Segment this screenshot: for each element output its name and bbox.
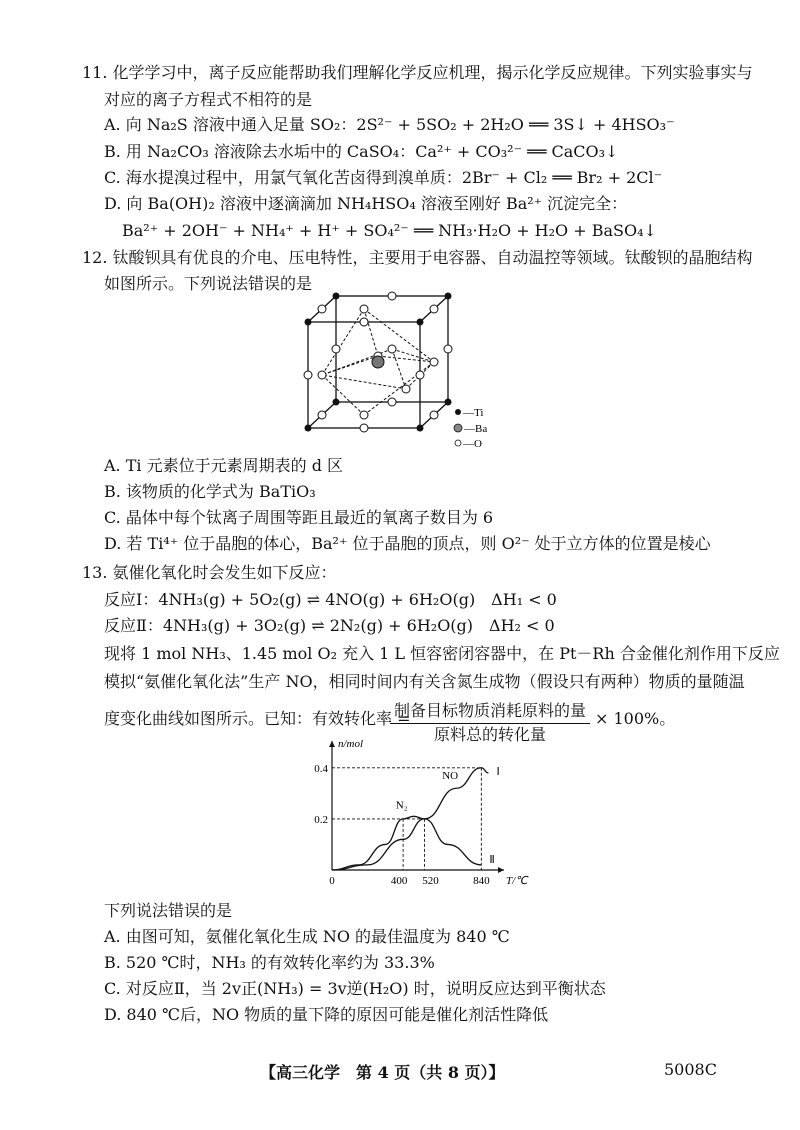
fraction-denominator: 原料总的转化量 — [433, 725, 546, 744]
q13-paragraph-line3: 度变化曲线如图所示。已知：有效转化率 = — [104, 709, 411, 728]
x-tick-label: 400 — [390, 875, 408, 887]
x-tick-label: 520 — [422, 875, 439, 887]
x-axis-label: T/℃ — [506, 875, 528, 887]
page-code: 5008C — [664, 1060, 717, 1079]
q11-option-a: A. 向 Na₂S 溶液中通入足量 SO₂：2S²⁻ + 5SO₂ + 2H₂O ══ 3S↓ + 4HSO₃⁻ — [104, 115, 675, 134]
page-footer-title: 【高三化学 第 4 页（共 8 页）】 — [260, 1063, 505, 1082]
x-tick-label: 0 — [329, 875, 335, 887]
q11-stem-line2: 对应的离子方程式不相符的是 — [104, 90, 313, 109]
legend-ba-label: —Ba — [464, 423, 488, 435]
legend-o-label: —O — [463, 438, 482, 450]
q13-reaction-1: 反应Ⅰ：4NH₃(g) + 5O₂(g) ⇌ 4NO(g) + 6H₂O(g) ΔH₁ < 0 — [104, 590, 557, 609]
q12-option-b: B. 该物质的化学式为 BaTiO₃ — [104, 482, 316, 501]
q12-option-c: C. 晶体中每个钛离子周围等距且最近的氧离子数目为 6 — [104, 508, 494, 527]
y-axis-arrow — [329, 741, 335, 747]
fraction-suffix: × 100%。 — [595, 709, 676, 728]
q12-option-a: A. Ti 元素位于元素周期表的 d 区 — [104, 456, 344, 475]
q13-reaction-2: 反应Ⅱ：4NH₃(g) + 3O₂(g) ⇌ 2N₂(g) + 6H₂O(g) ΔH₂ < 0 — [104, 616, 555, 635]
q12-option-d: D. 若 Ti⁴⁺ 位于晶胞的体心，Ba²⁺ 位于晶胞的顶点，则 O²⁻ 处于立方体的位置是棱心 — [104, 534, 711, 553]
q13-option-b: B. 520 ℃时，NH₃ 的有效转化率约为 33.3% — [104, 953, 435, 972]
y-tick-label: 0.2 — [314, 813, 328, 826]
no-end-label: Ⅰ — [496, 765, 500, 778]
legend-ti-label: —Ti — [463, 407, 484, 419]
x-axis-arrow — [498, 867, 504, 873]
q13-paragraph-line1: 现将 1 mol NH₃、1.45 mol O₂ 充入 1 L 恒容密闭容器中，在 Pt－Rh 合金催化剂作用下反应 — [104, 644, 780, 663]
q13-stem: 13. 氨催化氧化时会发生如下反应： — [82, 563, 337, 582]
n2-curve — [332, 816, 481, 870]
q13-option-d: D. 840 ℃后，NO 物质的量下降的原因可能是催化剂活性降低 — [104, 1005, 549, 1024]
q13-option-a: A. 由图可知，氨催化氧化生成 NO 的最佳温度为 840 ℃ — [104, 927, 510, 946]
temperature-chart — [300, 738, 528, 888]
q13-option-c: C. 对反应Ⅱ，当 2v正(NH₃) = 3v逆(H₂O) 时，说明反应达到平衡状态 — [104, 979, 606, 998]
n2-series-label: N₂ — [395, 799, 408, 812]
q13-paragraph-line2: 模拟“氨催化氧化法”生产 NO，相同时间内有关含氮生成物（假设只有两种）物质的量随温 — [104, 672, 745, 691]
no-series-label: NO — [442, 770, 459, 783]
q12-stem-line1: 12. 钛酸钡具有优良的介电、压电特性，主要用于电容器、自动温控等领域。钛酸钡的晶胞结构 — [82, 248, 753, 267]
q11-option-d-equation: Ba²⁺ + 2OH⁻ + NH₄⁺ + H⁺ + SO₄²⁻ ══ NH₃·H₂O + H₂O + BaSO₄↓ — [122, 221, 657, 240]
y-tick-label: 0.4 — [314, 762, 328, 775]
q13-question: 下列说法错误的是 — [104, 901, 233, 920]
y-axis-label: n/mol — [338, 738, 364, 750]
q11-option-b: B. 用 Na₂CO₃ 溶液除去水垢中的 CaSO₄：Ca²⁺ + CO₃²⁻ ══ CaCO₃↓ — [104, 142, 619, 161]
fraction-numerator: 制备目标物质消耗原料的量 — [390, 700, 590, 724]
q11-option-c: C. 海水提溴过程中，用氯气氧化苦卤得到溴单质：2Br⁻ + Cl₂ ══ Br₂ + 2Cl⁻ — [104, 168, 663, 187]
crystal-cell-figure — [296, 288, 496, 448]
q11-option-d: D. 向 Ba(OH)₂ 溶液中逐滴滴加 NH₄HSO₄ 溶液至刚好 Ba²⁺ 沉淀完全： — [104, 194, 628, 213]
q12-stem-line2: 如图所示。下列说法错误的是 — [104, 274, 313, 293]
n2-end-label: Ⅱ — [489, 853, 495, 866]
x-tick-label: 840 — [473, 875, 490, 887]
q11-stem-line1: 11. 化学学习中，离子反应能帮助我们理解化学反应机理，揭示化学反应规律。下列实验事实与 — [82, 63, 753, 82]
